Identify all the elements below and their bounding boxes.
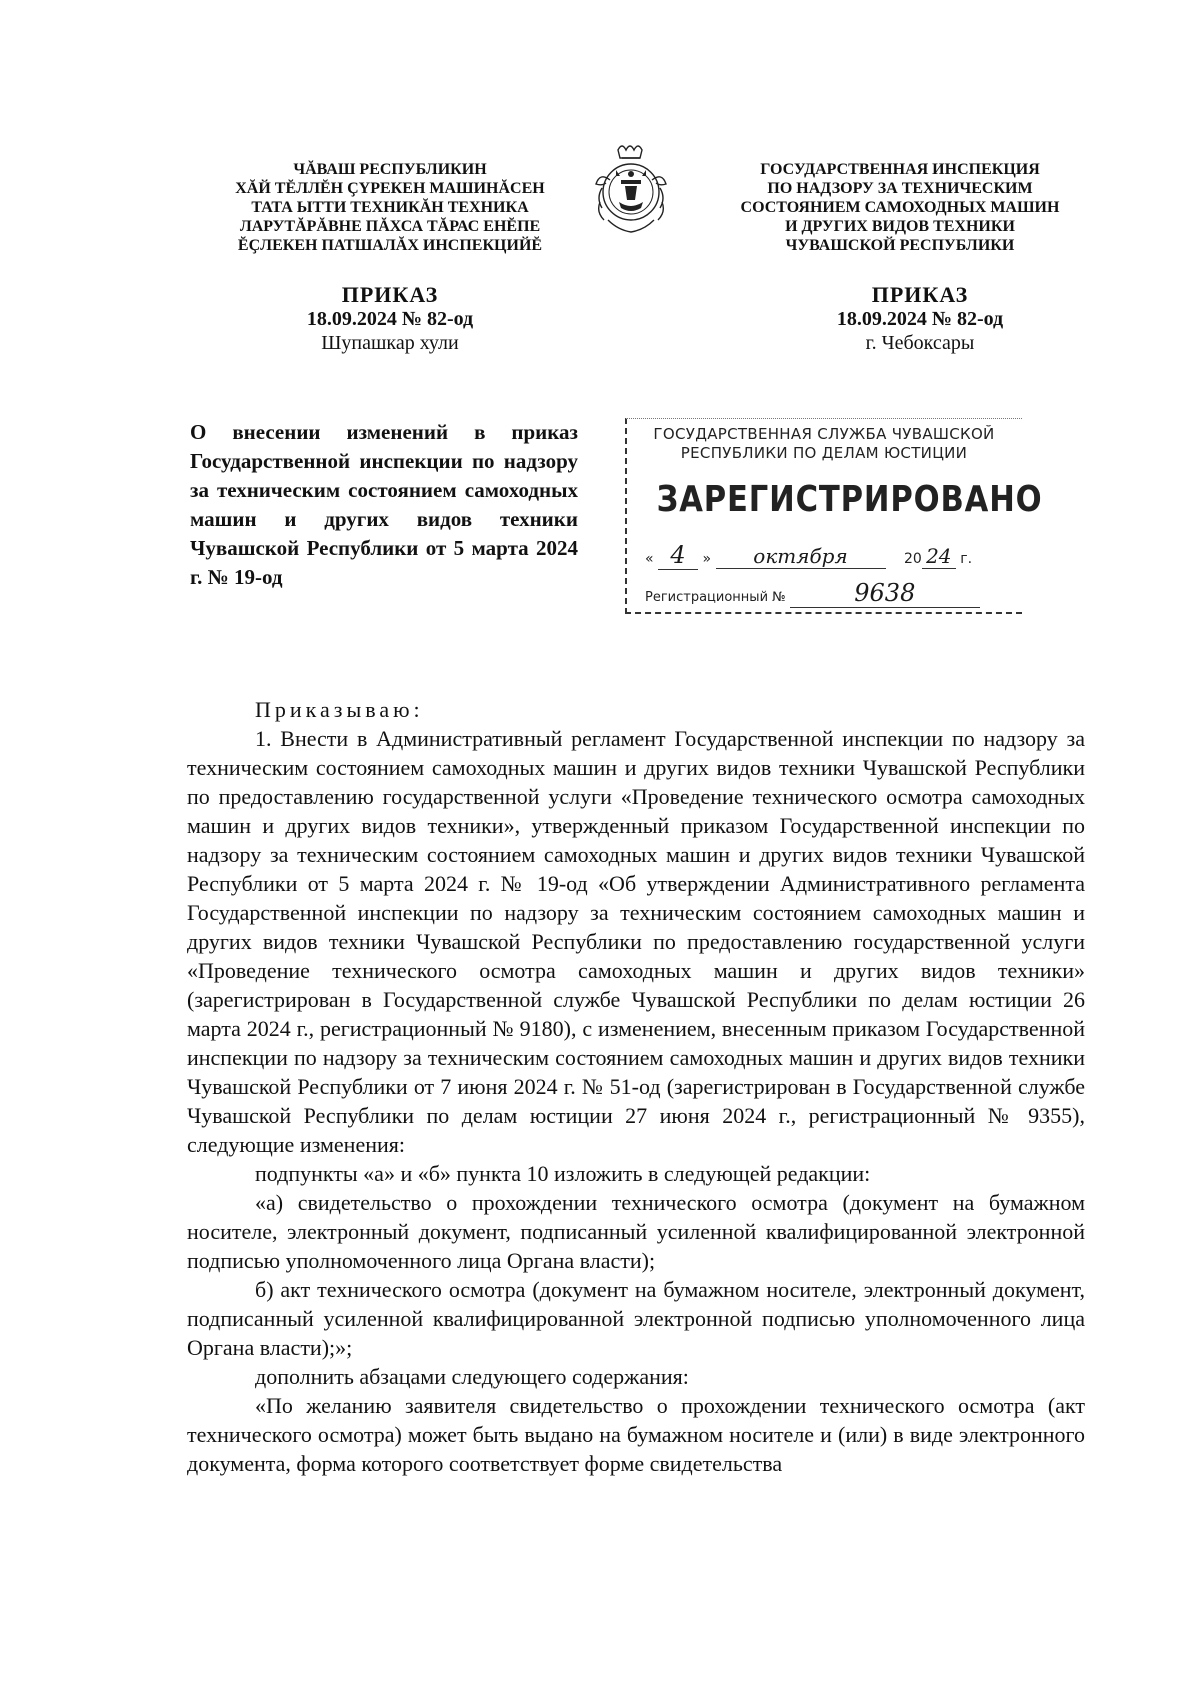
- order-word: Приказываю:: [255, 697, 424, 722]
- paragraph: «По желанию заявителя свидетельство о прохождении технического осмотра (акт технического осмотра) может быть выдано на бумажном носителе и (или) в виде электронного документа, форма которого соответствует форме свидетельства: [187, 1393, 1085, 1476]
- paragraph: подпункты «а» и «б» пункта 10 изложить в следующей редакции:: [255, 1161, 871, 1186]
- header-left-line: ТАТА ЫТТИ ТЕХНИКĂН ТЕХНИКА: [251, 199, 529, 216]
- stamp-registered: ЗАРЕГИСТРИРОВАНО: [656, 479, 1043, 520]
- stamp-day: 4: [658, 541, 698, 570]
- paragraph: 1. Внести в Административный регламент Государственной инспекции по надзору за техническим состоянием самоходных машин и других видов техники Чувашской Республики по предоставлению государственной услуги «Проведение технического осмотра самоходных машин и других видов техники», утвержденный приказом Государственной инспекции по надзору за техническим состоянием самоходных машин и других видов техники Чувашской Республики от 5 марта 2024 г. № 19-од «Об утверждении Административного регламента Государственной инспекции по надзору за техническим состоянием самоходных машин и других видов техники Чувашской Республики по предоставлению государственной услуги «Проведение технического осмотра самоходных машин и других видов техники» (зарегистрирован в Государственной службе Чувашской Республики по делам юстиции 26 марта 2024 г., регистрационный № 9180), с изменением, внесенным приказом Государственной инспекции по надзору за техническим состоянием самоходных машин и других видов техники Чувашской Республики от 7 июня 2024 г. № 51-од (зарегистрирован в Государственной службе Чувашской Республики по делам юстиции 27 июня 2024 г., регистрационный № 9355), следующие изменения:: [187, 726, 1085, 1157]
- header-russian-name: [715, 160, 1085, 255]
- header-left-line: ЛАРУТĂРĂВНЕ ПĂХСА ТĂРАС ЕНĔПЕ: [239, 218, 541, 235]
- stamp-quote-close: »: [702, 551, 712, 567]
- order-date-number: 18.09.2024 № 82-од: [306, 308, 474, 330]
- stamp-reg-label: Регистрационный №: [645, 590, 786, 605]
- order-city: Шупашкар хули: [321, 332, 459, 354]
- stamp-date: [645, 541, 1015, 570]
- header-left-line: ĔҪЛЕКЕН ПАТШАЛĂХ ИНСПЕКЦИЙĔ: [237, 237, 543, 254]
- order-city: г. Чебоксары: [865, 332, 975, 354]
- stamp-reg-number: 9638: [790, 579, 980, 608]
- stamp-heading-line: РЕСПУБЛИКИ ПО ДЕЛАМ ЮСТИЦИИ: [680, 444, 968, 462]
- order-title: ПРИКАЗ: [341, 282, 439, 307]
- header-right-line: СОСТОЯНИЕМ САМОХОДНЫХ МАШИН: [740, 199, 1060, 216]
- stamp-heading-line: ГОСУДАРСТВЕННАЯ СЛУЖБА ЧУВАШСКОЙ: [653, 425, 995, 443]
- header-right-line: ГОСУДАРСТВЕННАЯ ИНСПЕКЦИЯ: [760, 161, 1040, 178]
- emblem-icon: [588, 140, 674, 240]
- paragraph: «а) свидетельство о прохождении технического осмотра (документ на бумажном носителе, электронный документ, подписанный усиленной квалифицированной электронной подписью уполномоченного лица Органа власти);: [187, 1190, 1085, 1273]
- order-date-number: 18.09.2024 № 82-од: [836, 308, 1004, 330]
- header-left-line: ХĂЙ ТĔЛЛĔН ҪҮРЕКЕН МАШИНĂСЕН: [235, 180, 545, 197]
- header-chuvash-name: [190, 160, 590, 255]
- paragraph: дополнить абзацами следующего содержания:: [255, 1364, 689, 1389]
- order-title: ПРИКАЗ: [871, 282, 969, 307]
- order-body: [187, 695, 1085, 1478]
- header-right-line: ЧУВАШСКОЙ РЕСПУБЛИКИ: [785, 237, 1015, 254]
- stamp-reg-number-row: [645, 579, 1015, 608]
- stamp-year-prefix: 20: [903, 551, 922, 567]
- stamp-quote-open: «: [645, 551, 654, 567]
- header-right-line: И ДРУГИХ ВИДОВ ТЕХНИКИ: [785, 218, 1015, 235]
- paragraph: б) акт технического осмотра (документ на бумажном носителе, электронный документ, подписанный усиленной квалифицированной электронной подписью уполномоченного лица Органа власти);»;: [187, 1277, 1085, 1360]
- header-left-line: ЧĂВАШ РЕСПУБЛИКИН: [293, 161, 487, 178]
- order-block-russian: [780, 283, 1060, 355]
- stamp-year-suffix: 24: [922, 544, 956, 569]
- stamp-heading: [639, 425, 1009, 463]
- registration-stamp: [625, 418, 1043, 614]
- order-subject: О внесении изменений в приказ Государственной инспекции по надзору за техническим состоянием самоходных машин и других видов техники Чувашской Республики от 5 марта 2024 г. № 19-од: [190, 420, 578, 589]
- order-block-chuvash: [250, 283, 530, 355]
- stamp-month: октября: [716, 544, 886, 569]
- header-right-line: ПО НАДЗОРУ ЗА ТЕХНИЧЕСКИМ: [767, 180, 1033, 197]
- stamp-year-unit: г.: [960, 551, 973, 567]
